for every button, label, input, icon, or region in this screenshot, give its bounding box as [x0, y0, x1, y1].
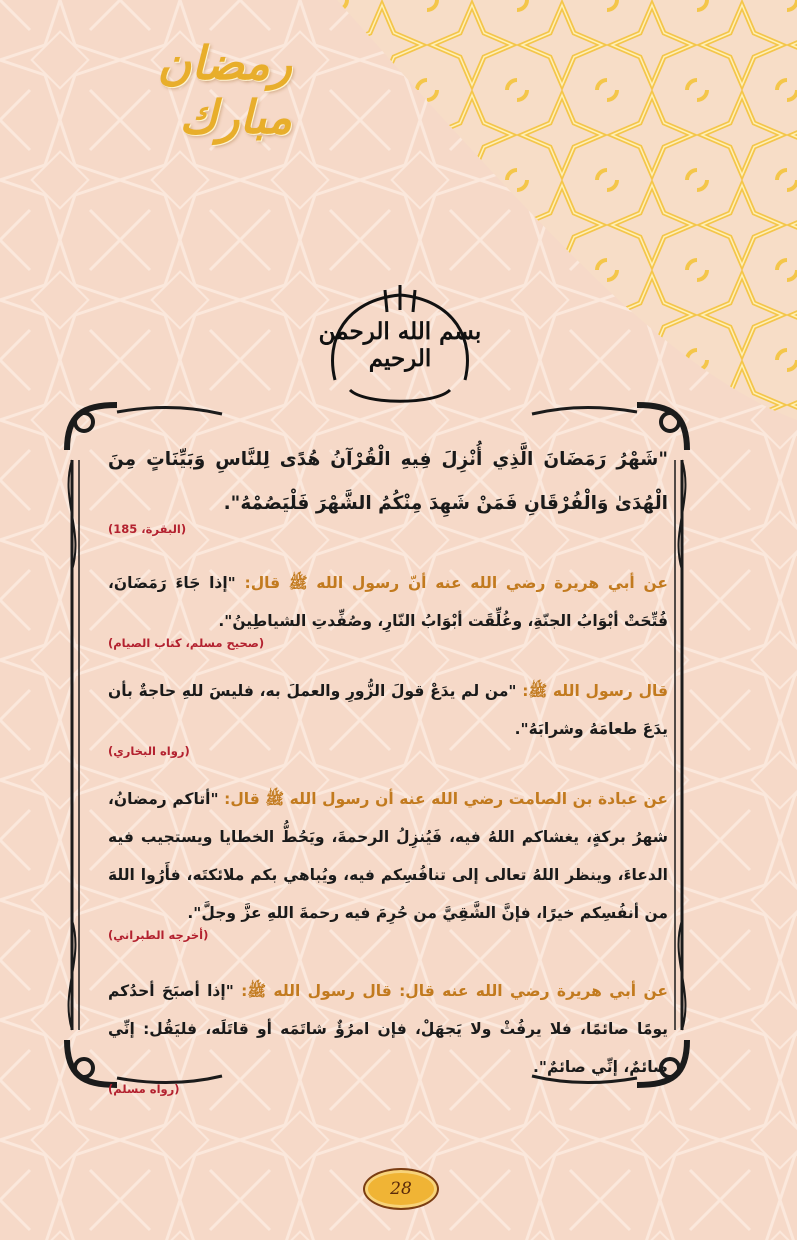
- page-number: 28: [363, 1168, 439, 1210]
- source-reference: (صحيح مسلم، كتاب الصيام): [108, 636, 265, 650]
- quran-verse-block: [108, 438, 668, 536]
- source-reference: (رواه البخاري): [108, 744, 190, 758]
- source-reference: (البقرة، 185): [108, 522, 187, 536]
- hadith-narrator: قال رسول الله ﷺ:: [522, 682, 668, 700]
- ramadan-mubarak-title: رمضان مبارك: [157, 36, 292, 144]
- hadith-text: "إذا أصبَحَ أحدُكم يومًا صائمًا، فلا يرفُثْ ولا يَجهَلْ، فإن امرُؤٌ شاتَمَه أو قاتَلَه، فليَقُل: إنِّي صائمٌ، إنِّي صائمٌ".: [108, 982, 668, 1076]
- hadith-narrator: عن عبادة بن الصامت رضي الله عنه أن رسول الله ﷺ قال:: [224, 790, 668, 808]
- hadith-block: [108, 972, 668, 1096]
- source-reference: (أخرجه الطبراني): [108, 928, 209, 942]
- basmala-text: بسم الله الرحمن الرحيم: [318, 318, 482, 372]
- hadith-block: [108, 564, 668, 650]
- hadith-narrator: عن أبي هريرة رضي الله عنه أنّ رسول الله ﷺ قال:: [244, 574, 668, 592]
- hadith-block: [108, 672, 668, 758]
- hadith-text: "إذا جَاءَ رَمَضَانَ، فُتِّحَتْ أبْوَابُ الجنّةِ، وغُلِّقَت أبْوَابُ النّارِ، وصُفِّدتِ الشياطِينُ".: [108, 574, 668, 630]
- hadith-text: "أتاكم رمضانُ، شهرُ بركةٍ، يغشاكم اللهُ فيه، فَيُنزِلُ الرحمةَ، ويَحُطُّ الخطايا ويستجيب فيه الدعاءَ، وينظر اللهُ تعالى إلى تنافُسِكم فيه، ويُباهي بكم ملائكتَه، فأَرُوا اللهَ من أنفُسِكم خيرًا، فإنَّ الشَّقِيَّ من حُرِمَ فيه رحمةَ اللهِ عزَّ وجلَّ".: [108, 790, 668, 922]
- source-reference: (رواه مسلم): [108, 1082, 180, 1096]
- basmala-calligraphy: [305, 280, 495, 410]
- content-area: [108, 438, 668, 1096]
- quran-verse-text: "شَهْرُ رَمَضَانَ الَّذِي أُنْزِلَ فِيهِ الْقُرْآنُ هُدًى لِلنَّاسِ وَبَيِّنَاتٍ مِنَ الْهُدَىٰ وَالْفُرْقَانِ فَمَنْ شَهِدَ مِنْكُمُ الشَّهْرَ فَلْيَصُمْهُ".: [108, 449, 668, 514]
- hadith-text: "من لم يدَعْ قولَ الزُّورِ والعملَ به، فليسَ للهِ حاجةٌ بأن يدَعَ طعامَهُ وشرابَهُ".: [108, 682, 668, 738]
- hadith-narrator: عن أبي هريرة رضي الله عنه قال: قال رسول الله ﷺ:: [241, 982, 668, 1000]
- hadith-block: [108, 780, 668, 942]
